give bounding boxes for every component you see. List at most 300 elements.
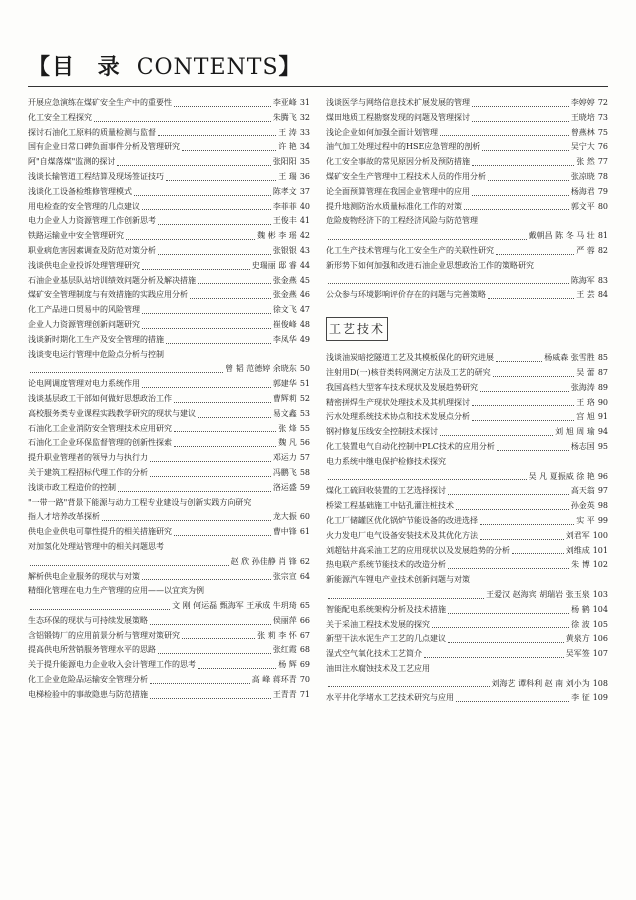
toc-entry-title: 水平井化学堵水工艺技术研究与应用 xyxy=(326,693,454,703)
toc-entry[interactable] xyxy=(28,288,310,303)
toc-leader-dots xyxy=(158,223,271,225)
toc-entry[interactable] xyxy=(326,244,608,259)
toc-entry-page: 35 xyxy=(299,157,310,167)
toc-leader-dots xyxy=(328,238,527,240)
toc-entry[interactable] xyxy=(28,407,310,422)
toc-entry-page: 109 xyxy=(592,693,608,703)
toc-entry-author: 张金燕 xyxy=(272,290,297,300)
toc-entry-author: 刘维成 xyxy=(565,545,590,555)
toc-entry-author: 曹中锋 xyxy=(272,527,297,537)
toc-entry-author: 张凉晓 xyxy=(570,171,595,181)
toc-entry-title: 浅谈供电企业投诉处理管理研究 xyxy=(28,260,140,270)
toc-entry-page: 85 xyxy=(597,353,608,363)
toc-leader-dots xyxy=(480,538,564,540)
toc-leader-dots xyxy=(158,134,276,136)
toc-entry[interactable] xyxy=(326,366,608,381)
toc-entry[interactable] xyxy=(28,570,310,585)
toc-entry-page: 103 xyxy=(592,589,608,599)
toc-entry[interactable] xyxy=(326,381,608,396)
header-title-cn: 目 录 xyxy=(52,54,128,80)
toc-entry-author: 戴朝昌 陈 冬 马 壮 xyxy=(528,231,595,241)
toc-entry-page: 37 xyxy=(299,186,310,196)
toc-entry-author: 李菲菲 xyxy=(272,201,297,211)
toc-entry-author: 徐 波 xyxy=(571,619,590,629)
toc-entry-page: 78 xyxy=(597,171,608,181)
toc-entry-author: 杨威森 张雪胜 xyxy=(544,353,595,363)
toc-entry-page: 34 xyxy=(299,142,310,152)
toc-entry-author: 张 烽 xyxy=(278,423,297,433)
toc-entry-page: 94 xyxy=(597,427,608,437)
toc-leader-dots xyxy=(150,697,271,699)
toc-entry-title: 公众参与环境影响评价存在的问题与完善策略 xyxy=(326,290,486,300)
toc-entry-title: 新型干法水泥生产工艺的几点建议 xyxy=(326,634,446,644)
toc-entry-title: 浅谈化工设备检维修管理模式 xyxy=(28,186,132,196)
toc-entry-title: "一带一路"背景下能源与动力工程专业建设与创新实践方向研究 xyxy=(28,497,252,507)
toc-entry[interactable] xyxy=(28,333,310,348)
toc-entry-page: 41 xyxy=(299,216,310,226)
toc-entry-author: 李凤华 xyxy=(272,334,297,344)
toc-entry-author: 王晓培 xyxy=(570,112,595,122)
toc-entry[interactable] xyxy=(28,599,310,614)
toc-entry[interactable] xyxy=(28,510,310,525)
toc-leader-dots xyxy=(142,208,271,210)
toc-entry-author: 易文鑫 xyxy=(272,408,297,418)
toc-leader-dots xyxy=(142,268,250,270)
toc-leader-dots xyxy=(174,430,276,432)
toc-entry[interactable] xyxy=(28,525,310,540)
toc-entry-title: 化工安全事故的常见原因分析及预防措施 xyxy=(326,157,470,167)
toc-leader-dots xyxy=(174,105,271,107)
toc-entry[interactable] xyxy=(28,673,310,688)
toc-entry-author: 高 峰 蒋环青 xyxy=(251,675,297,685)
toc-leader-dots xyxy=(182,149,276,151)
toc-entry[interactable] xyxy=(28,481,310,496)
toc-entry-author: 刘海艺 谭科利 赵 南 刘小为 xyxy=(491,678,590,688)
toc-entry-page: 108 xyxy=(592,678,608,688)
toc-leader-dots xyxy=(512,552,564,554)
toc-entry[interactable] xyxy=(326,126,608,141)
toc-leader-dots xyxy=(448,567,569,569)
toc-entry[interactable] xyxy=(326,396,608,411)
toc-entry-author: 张阳阳 xyxy=(272,157,297,167)
header-rule xyxy=(28,86,608,87)
toc-entry-page: 104 xyxy=(592,604,608,614)
toc-entry-page: 87 xyxy=(597,367,608,377)
toc-entry[interactable] xyxy=(326,425,608,440)
toc-entry[interactable] xyxy=(326,96,608,111)
toc-entry-title: 生态环保的现状与可持续发展策略 xyxy=(28,615,148,625)
toc-entry-author: 王 瑞 xyxy=(278,171,297,181)
toc-entry[interactable] xyxy=(28,392,310,407)
toc-entry[interactable] xyxy=(28,200,310,215)
toc-entry[interactable] xyxy=(326,288,608,303)
toc-entry-page: 97 xyxy=(597,486,608,496)
toc-entry-title: 煤矿安全管理制度与有效措施的实践应用分析 xyxy=(28,290,188,300)
toc-entry[interactable] xyxy=(326,573,608,588)
toc-entry[interactable] xyxy=(326,470,608,485)
toc-entry-author: 实 平 xyxy=(576,515,595,525)
toc-entry-title: 新形势下如何加强和改进石油企业思想政治工作的策略研究 xyxy=(326,260,534,270)
toc-entry[interactable] xyxy=(326,662,608,677)
toc-entry-page: 71 xyxy=(299,689,310,699)
toc-leader-dots xyxy=(496,360,542,362)
toc-entry[interactable] xyxy=(326,274,608,289)
toc-entry[interactable] xyxy=(326,455,608,470)
toc-entry-title: 油气加工处理过程中的HSE应急管理的剖析 xyxy=(326,142,481,152)
toc-leader-dots xyxy=(166,179,276,181)
toc-entry-page: 65 xyxy=(299,601,310,611)
toc-entry-author: 徐文飞 xyxy=(272,305,297,315)
toc-leader-dots xyxy=(448,641,564,643)
toc-entry-title: 浅谈变电运行管理中危险点分析与控制 xyxy=(28,349,164,359)
toc-leader-dots xyxy=(328,478,527,480)
toc-entry-title: 对加氢化处理站管理中的相关问题思考 xyxy=(28,541,164,551)
toc-leader-dots xyxy=(142,386,271,388)
toc-entry-author: 张 然 xyxy=(576,157,595,167)
toc-entry-page: 52 xyxy=(299,393,310,403)
toc-entry-title: 污水处理系统技术协点和技术发展点分析 xyxy=(326,412,470,422)
toc-entry[interactable] xyxy=(28,140,310,155)
toc-entry-page: 81 xyxy=(597,231,608,241)
toc-entry-page: 79 xyxy=(597,186,608,196)
toc-entry-page: 47 xyxy=(299,305,310,315)
toc-entry[interactable] xyxy=(326,647,608,662)
toc-entry-author: 吴宁大 xyxy=(570,142,595,152)
contents-right-column xyxy=(326,96,608,706)
toc-entry-title: 提升地测防治水质量标准化工作的对策 xyxy=(326,201,462,211)
toc-entry-page: 48 xyxy=(299,319,310,329)
toc-entry-title: 含铝锻铸厂的应用前景分析与管理对策研究 xyxy=(28,630,180,640)
toc-entry-author: 许 艳 xyxy=(278,142,297,152)
toc-entry-author: 孙金英 xyxy=(570,501,595,511)
toc-entry-page: 73 xyxy=(597,112,608,122)
toc-entry-title: 火力发电厂电气设备安装技术及其优化方法 xyxy=(326,530,478,540)
toc-entry[interactable] xyxy=(28,274,310,289)
contents-right-top xyxy=(326,96,608,303)
toc-entry[interactable] xyxy=(326,588,608,603)
toc-entry[interactable] xyxy=(28,318,310,333)
toc-entry-title: 钢衬修复压线安全控制技术探讨 xyxy=(326,427,438,437)
toc-entry-author: 刘君军 xyxy=(565,530,590,540)
toc-entry-title: 浅谈市政工程造价的控制 xyxy=(28,482,116,492)
toc-entry-page: 67 xyxy=(299,630,310,640)
toc-entry[interactable] xyxy=(326,410,608,425)
toc-entry[interactable] xyxy=(28,643,310,658)
toc-entry-title: 刘超钻井高采油工艺的应用现状以及发展趋势的分析 xyxy=(326,545,510,555)
toc-entry-title: 石油企业基层队站培训绩效问题分析及解决措施 xyxy=(28,275,196,285)
toc-entry[interactable] xyxy=(28,229,310,244)
toc-entry[interactable] xyxy=(326,170,608,185)
toc-leader-dots xyxy=(118,490,271,492)
toc-entry[interactable] xyxy=(28,422,310,437)
toc-entry[interactable] xyxy=(326,185,608,200)
toc-entry[interactable] xyxy=(28,496,310,511)
toc-entry-title: 关于提升能源电力企业收入会计管理工作的思考 xyxy=(28,660,196,670)
toc-entry-page: 33 xyxy=(299,127,310,137)
toc-entry[interactable] xyxy=(326,200,608,215)
toc-entry[interactable] xyxy=(326,529,608,544)
toc-entry-author: 李 征 xyxy=(571,693,590,703)
toc-entry-title: 浅谈油炭暗挖隧道工艺及其模板保化的研究进展 xyxy=(326,353,494,363)
toc-leader-dots xyxy=(182,637,255,639)
toc-entry-title: 论全面预算管理在我国企业管理中的应用 xyxy=(326,186,470,196)
toc-entry[interactable] xyxy=(28,362,310,377)
toc-entry-title: 油田注水腐蚀技术及工艺应用 xyxy=(326,663,430,673)
toc-entry[interactable] xyxy=(28,111,310,126)
toc-leader-dots xyxy=(440,434,553,436)
toc-entry-title: 电力企业人力资源管理工作创新思考 xyxy=(28,216,156,226)
toc-entry-title: 职业病危害因素调查及防范对策分析 xyxy=(28,245,156,255)
toc-entry[interactable] xyxy=(326,214,608,229)
toc-entry-author: 吴军签 xyxy=(565,649,590,659)
toc-entry-author: 郭文平 xyxy=(570,201,595,211)
toc-leader-dots xyxy=(198,667,276,669)
toc-entry[interactable] xyxy=(326,155,608,170)
toc-entry[interactable] xyxy=(326,618,608,633)
toc-entry-author: 严 蓉 xyxy=(576,245,595,255)
toc-entry-title: 开展应急演练在煤矿安全生产中的重要性 xyxy=(28,98,172,107)
toc-entry-title: 国有企业日常口碑负面事件分析及管理研究 xyxy=(28,142,180,152)
toc-entry[interactable] xyxy=(28,629,310,644)
toc-entry-title: 化工企业危险品运输安全管理分析 xyxy=(28,675,148,685)
toc-entry[interactable] xyxy=(28,259,310,274)
toc-entry[interactable] xyxy=(28,688,310,703)
toc-entry-title: 化工装置电气自动化控制中PLC技术的应用分析 xyxy=(326,441,495,451)
toc-leader-dots xyxy=(190,297,271,299)
toc-entry-author: 魏 彬 李 瑶 xyxy=(257,231,297,241)
toc-leader-dots xyxy=(456,508,569,510)
toc-entry-title: 关于建筑工程招标代理工作的分析 xyxy=(28,467,148,477)
toc-entry-page: 43 xyxy=(299,245,310,255)
toc-entry-page: 105 xyxy=(592,619,608,629)
toc-entry-title: 化工安全工程探究 xyxy=(28,112,92,122)
toc-entry[interactable] xyxy=(326,677,608,692)
toc-leader-dots xyxy=(150,460,271,462)
toc-entry-page: 106 xyxy=(592,634,608,644)
toc-entry[interactable] xyxy=(28,126,310,141)
toc-entry[interactable] xyxy=(28,244,310,259)
header-open-bracket: 【 xyxy=(28,54,53,80)
toc-leader-dots xyxy=(496,253,574,255)
toc-leader-dots xyxy=(174,534,271,536)
toc-entry[interactable] xyxy=(326,544,608,559)
toc-entry-title: 智能配电系统架构分析及技术措施 xyxy=(326,604,446,614)
toc-entry-page: 64 xyxy=(299,571,310,581)
toc-entry-author: 王青青 xyxy=(272,689,297,699)
toc-entry[interactable] xyxy=(326,632,608,647)
toc-leader-dots xyxy=(488,297,574,299)
toc-entry-title: 煤化工硫回收装置的工艺选择探讨 xyxy=(326,486,446,496)
toc-entry-page: 58 xyxy=(299,467,310,477)
toc-entry[interactable] xyxy=(28,614,310,629)
toc-leader-dots xyxy=(30,564,229,566)
toc-entry-page: 59 xyxy=(299,482,310,492)
toc-entry-page: 72 xyxy=(597,98,608,107)
toc-entry-page: 102 xyxy=(592,560,608,570)
contents-left-column xyxy=(28,96,310,703)
toc-entry-author: 史瑞丽 邸 睿 xyxy=(251,260,297,270)
toc-entry-page: 82 xyxy=(597,245,608,255)
toc-entry-title: 高校服务类专业课程实践教学研究的现状与建议 xyxy=(28,408,196,418)
toc-entry-page: 56 xyxy=(299,438,310,448)
toc-entry-title: 石油化工企业环保监督管理的创新性探索 xyxy=(28,438,172,448)
toc-entry-author: 杨 鹤 xyxy=(571,604,590,614)
toc-entry-author: 曾 韬 范德婷 余晓东 xyxy=(225,364,297,374)
toc-entry[interactable] xyxy=(28,303,310,318)
toc-entry[interactable] xyxy=(28,436,310,451)
toc-entry[interactable] xyxy=(326,259,608,274)
toc-entry[interactable] xyxy=(28,377,310,392)
toc-entry-title: 浅谈医学与网络信息技术扩展发展的管理 xyxy=(326,98,470,107)
toc-entry-title: 新能源汽车锂电产业技术创新问题与对策 xyxy=(326,575,470,585)
toc-leader-dots xyxy=(150,682,250,684)
toc-leader-dots xyxy=(198,416,271,418)
toc-entry-page: 44 xyxy=(299,260,310,270)
toc-leader-dots xyxy=(174,401,271,403)
toc-entry-author: 张红霞 xyxy=(272,645,297,655)
toc-entry[interactable] xyxy=(28,540,310,555)
toc-entry-page: 96 xyxy=(597,471,608,481)
toc-entry-author: 王 珞 xyxy=(576,397,595,407)
toc-entry-page: 45 xyxy=(299,275,310,285)
toc-entry-author: 曾燕林 xyxy=(570,127,595,137)
toc-entry[interactable] xyxy=(28,155,310,170)
toc-entry[interactable] xyxy=(326,111,608,126)
toc-entry-title: 供电企业供电可靠性提升的相关措施研究 xyxy=(28,527,172,537)
toc-entry-author: 侯丽萍 xyxy=(272,615,297,625)
toc-entry-author: 杨 辉 xyxy=(278,660,297,670)
toc-entry-page: 68 xyxy=(299,645,310,655)
toc-leader-dots xyxy=(102,519,271,521)
toc-entry[interactable] xyxy=(28,96,310,111)
toc-entry-title: 煤矿安全生产管理中工程技术人员的作用分析 xyxy=(326,171,486,181)
toc-entry-page: 62 xyxy=(299,556,310,566)
toc-entry-title: 浅谈基层政工干部如何做好思想政治工作 xyxy=(28,393,172,403)
toc-entry-title: 关于采油工程技术发展的探究 xyxy=(326,619,430,629)
toc-leader-dots xyxy=(472,194,569,196)
toc-entry-author: 杨志国 xyxy=(570,441,595,451)
toc-entry-title: 化工产品进口贸易中的风险管理 xyxy=(28,305,140,315)
toc-entry-page: 66 xyxy=(299,615,310,625)
toc-entry-title: 阿"自煤落煤"监测的探讨 xyxy=(28,157,116,167)
toc-entry-author: 郭建华 xyxy=(272,379,297,389)
toc-entry[interactable] xyxy=(28,555,310,570)
toc-entry-author: 张宗宣 xyxy=(272,571,297,581)
toc-entry-page: 101 xyxy=(592,545,608,555)
toc-leader-dots xyxy=(158,652,271,654)
header-close-bracket: 】 xyxy=(278,54,303,80)
toc-entry-title: 论电网调度管理对电力系统作用 xyxy=(28,379,140,389)
toc-leader-dots xyxy=(472,105,569,107)
toc-entry-title: 化工厂储罐区优化锅炉节能设备的改进选择 xyxy=(326,515,478,525)
toc-entry-page: 57 xyxy=(299,453,310,463)
toc-leader-dots xyxy=(448,493,569,495)
toc-entry-author: 洛运盛 xyxy=(272,482,297,492)
toc-entry[interactable] xyxy=(28,185,310,200)
toc-entry-page: 50 xyxy=(299,364,310,374)
toc-leader-dots xyxy=(448,612,569,614)
toc-leader-dots xyxy=(493,375,575,377)
toc-entry[interactable] xyxy=(28,348,310,363)
toc-entry-author: 张海涛 xyxy=(570,382,595,392)
toc-entry-author: 李亚峰 xyxy=(272,98,297,107)
toc-entry-title: 石油化工企业消防安全管理技术应用研究 xyxy=(28,423,172,433)
toc-entry[interactable] xyxy=(28,451,310,466)
toc-leader-dots xyxy=(432,626,569,628)
toc-leader-dots xyxy=(328,597,484,599)
toc-entry-title: 电梯检验中的事故隐患与防范措施 xyxy=(28,689,148,699)
toc-entry[interactable] xyxy=(326,229,608,244)
toc-leader-dots xyxy=(150,623,271,625)
toc-leader-dots xyxy=(472,120,569,122)
toc-entry-author: 曹辉莉 xyxy=(272,393,297,403)
toc-leader-dots xyxy=(482,149,569,151)
toc-entry-title: 煤田地质工程勘察发现的问题及管理探讨 xyxy=(326,112,470,122)
toc-entry-author: 文 刚 何运磊 甄海军 王承成 牛玥琦 xyxy=(172,601,297,611)
header-title-en: CONTENTS xyxy=(136,55,279,80)
toc-entry-page: 98 xyxy=(597,501,608,511)
toc-entry[interactable] xyxy=(28,658,310,673)
toc-entry[interactable] xyxy=(28,466,310,481)
toc-entry[interactable] xyxy=(326,484,608,499)
toc-entry[interactable] xyxy=(326,499,608,514)
toc-entry-page: 46 xyxy=(299,290,310,300)
toc-entry-page: 49 xyxy=(299,334,310,344)
toc-entry-page: 99 xyxy=(597,515,608,525)
toc-entry-title: 浅论企业如何加强全面计划管理 xyxy=(326,127,438,137)
toc-entry-title: 电力系统中继电保护检修技术探究 xyxy=(326,456,446,466)
toc-entry-title: 注射用D(一)核苷类转网测定方法及工艺的研究 xyxy=(326,367,491,377)
toc-entry-author: 王 涛 xyxy=(278,127,297,137)
toc-leader-dots xyxy=(440,134,569,136)
toc-entry[interactable] xyxy=(326,514,608,529)
toc-entry-author: 吴 蕾 xyxy=(576,367,595,377)
toc-entry-author: 朱腾飞 xyxy=(272,112,297,122)
toc-entry[interactable] xyxy=(28,214,310,229)
toc-entry-author: 杨海君 xyxy=(570,186,595,196)
toc-entry[interactable] xyxy=(326,603,608,618)
toc-entry-title: 浅谈长输管道工程结算及现场签证技巧 xyxy=(28,171,164,181)
toc-leader-dots xyxy=(464,208,569,210)
toc-leader-dots xyxy=(456,700,569,702)
toc-leader-dots xyxy=(328,282,569,284)
toc-entry-title: 我国高档大型客车技术现状及发展趋势研究 xyxy=(326,382,478,392)
toc-leader-dots xyxy=(158,253,271,255)
toc-leader-dots xyxy=(174,445,276,447)
toc-entry[interactable] xyxy=(326,558,608,573)
toc-entry-author: 张银银 xyxy=(272,245,297,255)
toc-entry-title: 危险废物经济下的工程经济风险与防范管理 xyxy=(326,216,478,226)
toc-entry-page: 76 xyxy=(597,142,608,152)
toc-entry-page: 80 xyxy=(597,201,608,211)
toc-entry[interactable] xyxy=(326,691,608,706)
toc-entry-title: 热电联产系统节能技术的改造分析 xyxy=(326,560,446,570)
toc-entry-page: 36 xyxy=(299,171,310,181)
toc-entry-author: 张 莉 李 怀 xyxy=(257,630,297,640)
toc-entry-author: 陈海军 xyxy=(570,275,595,285)
toc-entry[interactable] xyxy=(326,440,608,455)
toc-entry[interactable] xyxy=(28,170,310,185)
toc-entry-author: 宫 旭 xyxy=(576,412,595,422)
toc-entry[interactable] xyxy=(326,351,608,366)
toc-entry[interactable] xyxy=(28,584,310,599)
toc-entry-author: 李婷婷 xyxy=(570,98,595,107)
toc-leader-dots xyxy=(424,656,564,658)
toc-entry-title: 铁路运输业中安全管理研究 xyxy=(28,231,124,241)
toc-entry-page: 42 xyxy=(299,231,310,241)
toc-entry-page: 40 xyxy=(299,201,310,211)
toc-entry[interactable] xyxy=(326,140,608,155)
